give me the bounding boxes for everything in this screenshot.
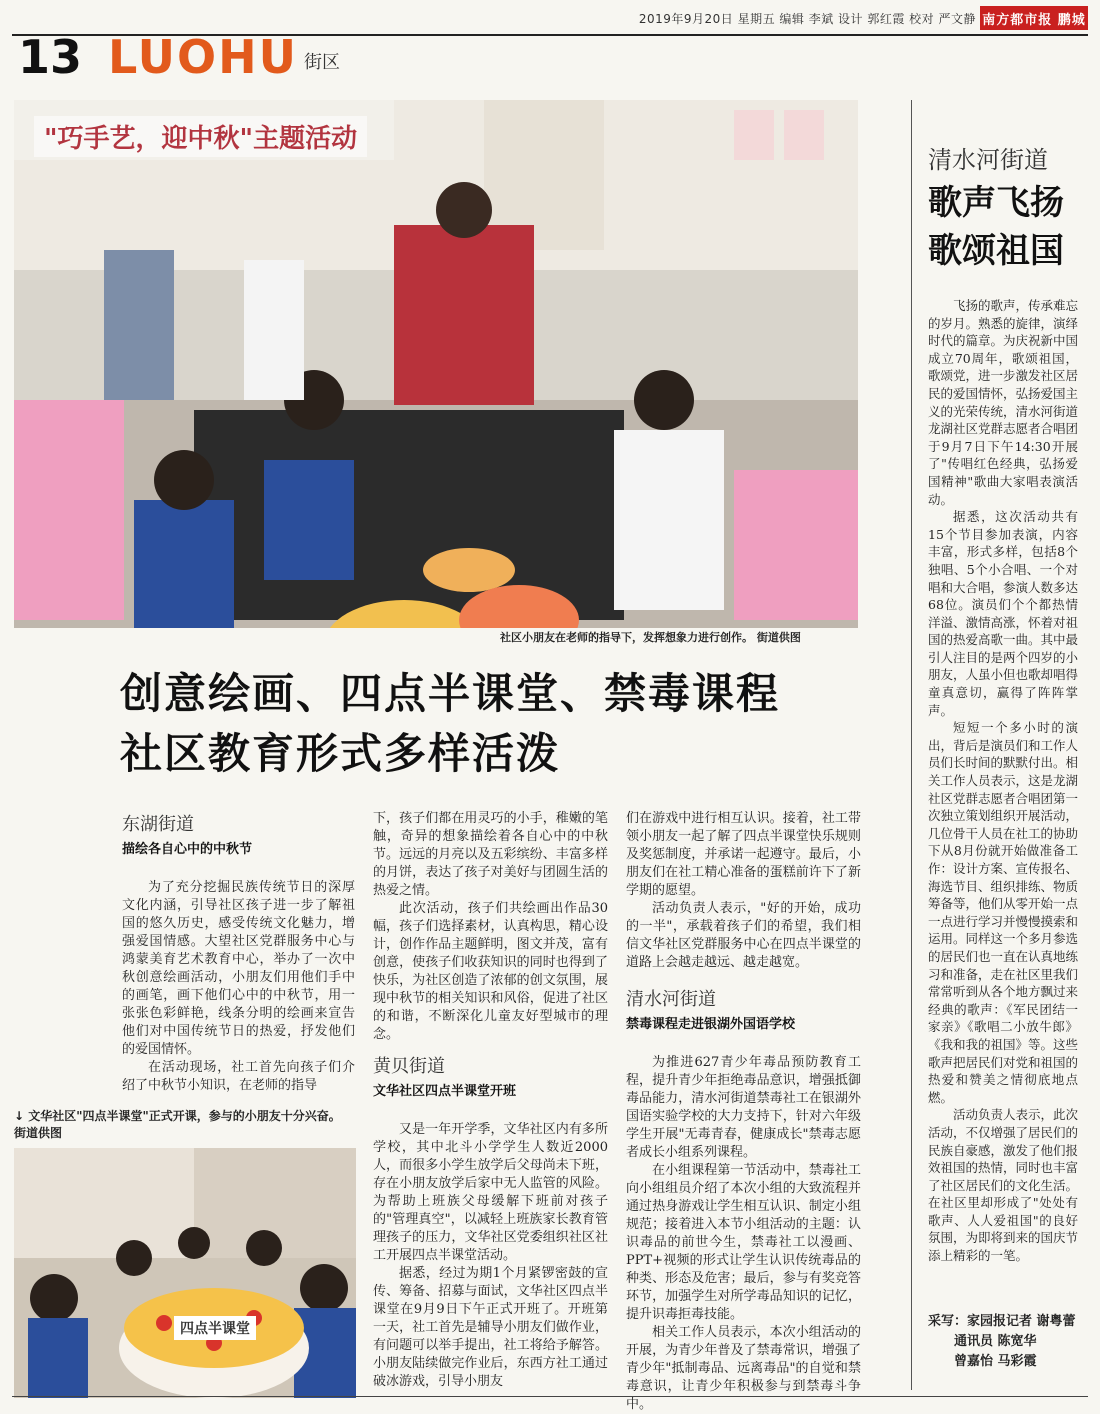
paragraph: 在小组课程第一节活动中，禁毒社工向小组组员介绍了本次小组的大致流程并通过热身游戏让学生相互认识、制定小组规范；接着进入本节小组活动的主题：认识毒品的前世今生，禁毒社工以漫画、PPT+视频的形式让学生认识传统毒品的种类、形态及危害；最后，参与有奖竞答环节，加强学生对所学毒品知识的记忆，提升识毒拒毒技能。 [626,1163,861,1322]
paragraph: 又是一年开学季，文华社区内有多所学校，其中北斗小学学生人数近2000人，而很多小学生放学后父母尚未下班，存在小朋友放学后家中无人监管的风险。为帮助上班族父母缓解下班前对孩子的"管理真空"，以减轻上班族家长教育管理孩子的压力，文华社区党委组织社区社工开展四点半课堂活动。 [373,1122,608,1263]
main-headline-line2: 社区教育形式多样活泼 [120,729,561,778]
paragraph: 们在游戏中进行相互认识。接着，社工带领小朋友一起了解了四点半课堂快乐规则及奖惩制度，并承诺一起遵守。最后，小朋友们在社工精心准备的蛋糕前许下了新学期的愿望。 [626,811,861,898]
paragraph: 据悉，经过为期1个月紧锣密鼓的宣传、筹备、招募与面试，文华社区四点半课堂在9月9日下午正式开班了。开班第一天，社工首先是辅导小朋友们做作业，有问题可以举手提出，社工将给予解答。小朋友陆续做完作业后，东西方社工通过破冰游戏，引导小朋友 [373,1266,608,1389]
article-headline: 歌颂祖国 [928,231,1064,271]
article-location: 东湖街道 [122,814,194,835]
paragraph: 据悉，这次活动共有15个节目参加表演，内容丰富，形式多样，包括8个独唱、5个小合唱、一个对唱和大合唱，参演人数多达68位。演员们个个都热情洋溢、激情高涨，怀着对祖国的热爱高歌一曲。其中最引人注目的是两个四岁的小朋友，人虽小但也歌却唱得童真意切，赢得了阵阵掌声。 [928,509,1079,718]
article-headline: 歌声飞扬 [928,183,1064,223]
paragraph: 为了充分挖掘民族传统节日的深厚文化内涵，引导社区孩子进一步了解祖国的悠久历史，感受传统文化魅力，增强爱国情感。大望社区党群服务中心与鸿蒙美育艺术教育中心，举办了一次中秋创意绘画活动，小朋友们用他们手中的画笔，画下他们心中的中秋节，用一张张色彩鲜艳，线条分明的绘画来宣告他们对中国传统节日的热爱，抒发他们的爱国情怀。 [122,880,355,1057]
paragraph: 短短一个多小时的演出，背后是演员们和工作人员们长时间的默默付出。相关工作人员表示，这是龙湖社区党群志愿者合唱团第一次独立策划组织开展活动，几位骨干人员在社工的协助下从8月份就开始做准备工作：设计方案、宣传报名、海选节目、组织排练、物质筹备等，他们从零开始一点一点进行学习并慢慢摸索和运用。同样这一个多月参选的居民们也一直在认真地练习和准备，走在社区里我们常常听到从各个地方飘过来经典的歌声：《军民团结一家亲》《歌唱二小放牛郎》《我和我的祖国》等。这些歌声把居民们对党和祖国的热爱和赞美之情彻底地点燃。 [928,720,1079,1105]
small-photo [14,1148,356,1398]
main-photo-caption: 社区小朋友在老师的指导下，发挥想象力进行创作。 街道供图 [500,631,801,644]
paragraph: 相关工作人员表示，本次小组活动的开展，为青少年普及了禁毒常识，增强了青少年"抵制毒品、远离毒品"的自觉和禁毒意识，让青少年积极参与到禁毒斗争中。 [626,1325,861,1412]
small-photo-caption: ↓ 文华社区"四点半课堂"正式开课，参与的小朋友十分兴奋。 街道供图 [14,1109,341,1140]
article-location: 黄贝街道 [373,1056,445,1077]
section-title-en: LUOHU [108,30,298,84]
byline [928,1312,1088,1372]
article-subtitle: 描绘各自心中的中秋节 [122,842,253,857]
article-continued-2 [626,810,861,972]
paragraph: 下，孩子们都在用灵巧的小手，稚嫩的笔触，奇异的想象描绘着各自心中的中秋节。远远的月亮以及五彩缤纷、丰富多样的月饼，表达了孩子对美好与团圆生活的热爱之情。 [373,811,608,898]
cake-sign: 四点半课堂 [174,1316,256,1340]
paragraph: 为推进627青少年毒品预防教育工程，提升青少年拒绝毒品意识，增强抵御毒品能力，清水河街道禁毒社工在银湖外国语实验学校的大力支持下，针对六年级学生开展"无毒青春，健康成长"禁毒志愿者成长小组系列课程。 [626,1055,861,1160]
article-subtitle: 文华社区四点半课堂开班 [373,1084,517,1099]
section-title-cn: 街区 [304,52,340,73]
issue-meta: 2019年9月20日 星期五 编辑 李斌 设计 郭红霞 校对 严文静 [638,12,976,26]
article-donghu [122,810,355,1095]
newspaper-logo: 南方都市报 鹏城 [980,6,1088,30]
article-location: 清水河街道 [626,989,716,1010]
article-location: 清水河街道 [928,146,1048,174]
article-qingshuihe-drug [626,985,861,1414]
column-divider [911,100,912,1390]
byline-reporter: 采写：家园报记者 谢粤蕾 [928,1314,1076,1329]
paragraph: 活动负责人表示，此次活动，不仅增强了居民们的民族自豪感，激发了他们报效祖国的热情，同时也丰富了社区居民们的文化生活。在社区里却形成了"处处有歌声、人人爱祖国"的良好氛围，为即将到来的国庆节添上精彩的一笔。 [928,1107,1079,1264]
paragraph: 飞扬的歌声，传承难忘的岁月。熟悉的旋律，演绎时代的篇章。为庆祝新中国成立70周年，歌颂祖国，歌颂党，进一步激发社区居民的爱国情怀，弘扬爱国主义的光荣传统，清水河街道龙湖社区党群志愿者合唱团于9月7日下午14:30开展了"传唱红色经典，弘扬爱国精神"歌曲大家唱表演活动。 [928,298,1079,507]
article-huangbei [373,1052,608,1391]
main-photo [14,100,858,628]
paragraph: 此次活动，孩子们共绘画出作品30幅，孩子们选择素材，认真构思，精心设计，创作作品主题鲜明，图文并茂，富有创意，使孩子们收获知识的同时也得到了快乐，为社区创造了浓郁的创文氛围，展现中秋节的相关知识和风俗，促进了社区的和谐，不断深化儿童友好型城市的理念。 [373,901,608,1042]
footer-rule [12,1396,1088,1397]
paragraph: 活动负责人表示，"好的开始，成功的一半"，承载着孩子们的希望，我们相信文华社区党群服务中心在四点半课堂的道路上会越走越远、越走越宽。 [626,901,861,970]
paragraph: 在活动现场，社工首先向孩子们介绍了中秋节小知识，在老师的指导 [122,1060,355,1093]
byline-correspondent: 曾嘉怡 马彩霞 [954,1354,1037,1369]
photo-banner: "巧手艺，迎中秋"主题活动 [34,116,367,157]
article-subtitle: 禁毒课程走进银湖外国语学校 [626,1017,796,1032]
byline-correspondent: 通讯员 陈宽华 [954,1334,1037,1349]
page-number: 13 [18,30,83,84]
article-qingshuihe-song [928,140,1078,1265]
article-continued [373,810,608,1044]
main-headline-line1: 创意绘画、四点半课堂、禁毒课程 [120,669,781,718]
classroom-drawing-illustration [14,100,858,628]
cake-party-illustration [14,1148,356,1398]
